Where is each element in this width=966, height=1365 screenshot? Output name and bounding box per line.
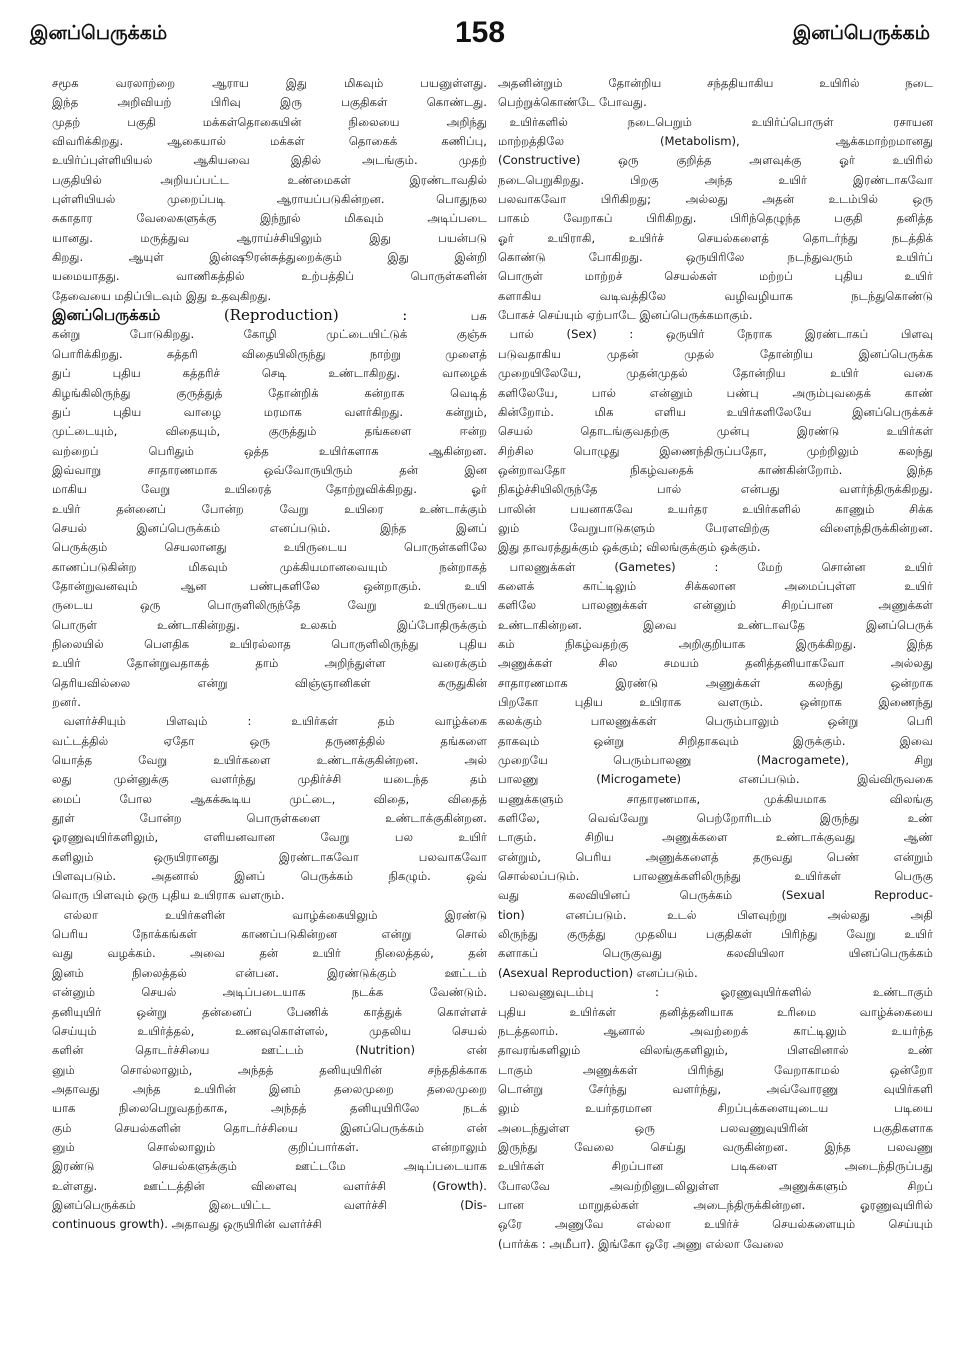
text-line: பெரிய நோக்கங்கள் காணப்படுகின்றன என்று சொல் bbox=[52, 927, 487, 942]
text-line: சமூக வரலாற்றை ஆராய இது மிகவும் பயனுள்ளது. bbox=[52, 76, 487, 90]
right-column bbox=[498, 74, 933, 1254]
text-line: னும் சொல்லாலும் குறிப்பார்கள். என்றாலும் bbox=[52, 1139, 487, 1154]
text-line: துப் புதிய வாழை மரமாக வளர்கிறது. கன்றும், bbox=[52, 404, 487, 419]
text-line: வொரு பிளவும் ஒரு புதிய உயிராக வளரும். bbox=[52, 888, 285, 903]
text-line: கும் செயல்களின் தொடர்ச்சியை இனப்பெருக்கம் என் bbox=[52, 1120, 487, 1135]
text-line: கின்றோம். மிக எளிய உயிர்களிலேயே இனப்பெருக்கச் bbox=[498, 404, 933, 419]
text-line: நடத்தலாம். ஆனால் அவற்றைக் காட்டிலும் உயர்ந்த bbox=[498, 1023, 933, 1038]
text-line: முதற் பகுதி மக்கள்தொகையின் நிலையை அறிந்து bbox=[52, 114, 487, 129]
text-line: மாற்றத்திலே (Metabolism), ஆக்கமாற்றமானது bbox=[498, 134, 933, 149]
text-line: (Constructive) ஒரு குறித்த அளவுக்கு ஓர் உயிரில் bbox=[498, 153, 933, 168]
text-line: டாகும் அணுக்கள் பிரிந்து வேறாகாமல் ஒன்றோ bbox=[498, 1062, 933, 1077]
text-line: கிழங்கிலிருந்து குருத்துத் தோன்றிக் கன்றாக வெடித் bbox=[52, 385, 487, 400]
text-line: என்றும், பெரிய அணுக்களைத் தருவது பெண் என்றும் bbox=[498, 849, 933, 864]
text-line: தாகவும் ஒன்று சிறிதாகவும் இருக்கும். இவை bbox=[498, 733, 933, 748]
text-line: சுகாதார வேலைகளுக்கு இந்நூல் மிகவும் அடிப்படை bbox=[52, 211, 487, 226]
text-line: எல்லா உயிர்களின் வாழ்க்கையிலும் இரண்டு bbox=[52, 907, 487, 922]
text-line: ஓர் உயிராகி, உயிர்ச் செயல்களைத் தொடர்ந்து நடத்திக் bbox=[498, 230, 933, 245]
text-line: புதிய உயிர்கள் தனித்தனியாக உரிமை வாழ்க்கையை bbox=[498, 1004, 933, 1019]
text-line: உயிர்களில் நடைபெறும் உயிர்ப்பொருள் ரசாயன bbox=[498, 114, 933, 129]
text-line: பாலணு (Microgamete) எனப்படும். இவ்விருவகை bbox=[498, 772, 933, 787]
text-line: பிறகோ புதிய உயிராக வளரும். ஒன்றாக இணைந்து bbox=[498, 695, 933, 709]
text-line: உயிர் தன்னைப் போன்ற வேறு உயிரை உண்டாக்கும் bbox=[52, 501, 487, 516]
text-line: உண்டாகின்றன. இவை உண்டாவதே இனப்பெருக் bbox=[498, 617, 933, 632]
text-line: களாகிய வடிவத்திலே வழிவழியாக நடந்துகொண்டு bbox=[498, 288, 933, 303]
running-title-left: இனப்பெருக்கம் bbox=[30, 22, 168, 44]
page-header bbox=[30, 16, 930, 58]
text-line: உயிர்ப்புள்ளியியல் ஆகியவை இதில் அடங்கும். முதற் bbox=[52, 153, 487, 168]
text-line: றனர். bbox=[52, 695, 81, 709]
text-line: யமையாதது. வாணிகத்தில் உற்பத்திப் பொருள்களின் bbox=[52, 269, 487, 284]
text-line: களிலே பாலணுக்கள் என்னும் சிறப்பான அணுக்கள் bbox=[498, 598, 933, 613]
text-line: களிலும் ஒருயிரானது இரண்டாகவோ பலவாகவோ bbox=[52, 849, 487, 864]
text-line: சாதாரணமாக இரண்டு அணுக்கள் கலந்து ஒன்றாக bbox=[498, 675, 933, 690]
text-line: இனப்பெருக்கம் இடையிட்ட வளர்ச்சி (Dis- bbox=[52, 1197, 487, 1212]
text-line: தாவரங்களிலும் விலங்குகளிலும், பிளவினால் உண் bbox=[498, 1043, 933, 1058]
text-line: கன்று போடுகிறது. கோழி முட்டையிட்டுக் குஞ்சு bbox=[52, 327, 487, 342]
text-line: இவ்வாறு சாதாரணமாக ஒவ்வோருயிரும் தன் இன bbox=[52, 462, 487, 477]
text-line: பான மாறுதல்கள் அடைந்திருக்கின்றன. ஓரணுவுயிரில் bbox=[498, 1197, 933, 1212]
text-line: அதனின்றும் தோன்றிய சந்ததியாகிய உயிரில் நடை bbox=[498, 76, 933, 90]
text-line: தெரியவில்லை என்று விஞ்ஞானிகள் கருதுகின் bbox=[52, 675, 487, 690]
text-line: துப் புதிய கத்தரிச் செடி உண்டாகிறது. வாழைக் bbox=[52, 366, 487, 381]
entry-gloss: (Reproduction) : bbox=[160, 306, 471, 325]
left-column bbox=[52, 74, 487, 1235]
text-line: லும் உயர்தரமான சிறப்புக்களையுடைய படியை bbox=[498, 1101, 933, 1116]
page-number: 158 bbox=[454, 16, 506, 49]
text-line: பெற்றுக்கொண்டே போவது. bbox=[498, 95, 647, 110]
text-line: வது கலவியினப் பெருக்கம் (Sexual Reproduc- bbox=[498, 888, 933, 903]
text-line: செயல் இனப்பெருக்கம் எனப்படும். இந்த இனப் bbox=[52, 520, 487, 535]
text-line: உள்ளது. ஊட்டத்தின் விளைவு வளர்ச்சி (Growth). bbox=[52, 1178, 487, 1193]
text-line: முறையே பெரும்பாலணு (Macrogamete), சிறு bbox=[498, 753, 933, 768]
text-line: னும் சொல்லாலும், அந்தத் தனியுயிரின் சந்ததிக்காக bbox=[52, 1062, 487, 1077]
text-line: வட்டத்தில் ஏதோ ஒரு தருணத்தில் தங்களை bbox=[52, 733, 487, 748]
text-line: என்னும் செயல் அடிப்படையாக நடக்க வேண்டும். bbox=[52, 985, 487, 1000]
text-line: தோன்றுவனவும் ஆன பண்புகளிலே ஒன்றாகும். உயி bbox=[52, 578, 487, 593]
text-line: லும் வேறுபாடுகளும் பேரளவிற்கு விளைந்திருக்கின்றன. bbox=[498, 520, 933, 535]
text-line: களின் தொடர்ச்சியை ஊட்டம் (Nutrition) என் bbox=[52, 1043, 487, 1058]
text-line: பொருள் உண்டாகின்றது. உலகம் இப்போதிருக்கும் bbox=[52, 617, 487, 632]
text-line: சொல்லப்படும். பாலணுக்களிலிருந்து உயிர்கள் பெருகு bbox=[498, 869, 933, 884]
text-line: டொன்று சேர்ந்து வளர்ந்து, அவ்வோரணு வுயிர்களி bbox=[498, 1081, 933, 1096]
text-line: கலக்கும் பாலணுக்கள் பெரும்பாலும் ஒன்று பெரி bbox=[498, 714, 933, 729]
text-line: தேவையை மதிப்பிடவும் இது உதவுகிறது. bbox=[52, 288, 272, 303]
text-line: பிளவுபடும். அதனால் இனப் பெருக்கம் நிகழும். ஒவ் bbox=[52, 869, 487, 884]
text-line: அதாவது அந்த உயிரின் இனம் தலைமுறை தலைமுறை bbox=[52, 1081, 487, 1096]
text-line: உயிர் தோன்றுவதாகத் தாம் அறிந்துள்ள வரைக்கும் bbox=[52, 656, 487, 671]
text-line: tion) எனப்படும். உடல் பிளவுற்று அல்லது அதி bbox=[498, 907, 933, 922]
text-line: பாகம் வேறாகப் பிரிகிறது. பிரிந்தெழுந்த பகுதி தனித்த bbox=[498, 211, 933, 226]
text-line: யானது. மருத்துவ ஆராய்ச்சியிலும் இது பயன்படு bbox=[52, 230, 487, 245]
text-line: தூள் போன்ற பொருள்களை உண்டாக்குகின்றன. bbox=[52, 811, 487, 826]
text-line: களாகப் பெருகுவது கலவியிலா யினப்பெருக்கம் bbox=[498, 946, 933, 961]
text-line: அணுக்கள் சில சமயம் தனித்தனியாகவோ அல்லது bbox=[498, 656, 933, 671]
text-line: (Asexual Reproduction) எனப்படும். bbox=[498, 965, 698, 980]
text-line: நடைபெறுகிறது. பிறகு அந்த உயிர் இரண்டாகவோ bbox=[498, 172, 933, 187]
text-line: மைப் போல ஆகக்கூடிய முட்டை, விதை, விதைத் bbox=[52, 791, 487, 806]
text-line: இனம் நிலைத்தல் என்பன. இரண்டுக்கும் ஊட்டம் bbox=[52, 965, 487, 980]
text-line: பெருக்கும் செயலானது உயிருடைய பொருள்களிலே bbox=[52, 540, 487, 555]
text-line: ஓரணுவுயிர்களிலும், எளியனவான வேறு பல உயிர் bbox=[52, 830, 487, 845]
text-line: இந்த அறிவியற் பிரிவு இரு பகுதிகள் கொண்டது. bbox=[52, 95, 487, 110]
text-line: படுவதாகிய முதன் முதல் தோன்றிய இனப்பெருக்க bbox=[498, 346, 933, 361]
text-line: செயல் தொடங்குவதற்கு முன்பு இரண்டு உயிர்கள் bbox=[498, 424, 933, 439]
text-line: பாலணுக்கள் (Gametes) : மேற் சொன்ன உயிர் bbox=[498, 559, 933, 574]
text-line: லது முன்னுக்கு வளர்ந்து முதிர்ச்சி யடைந்த தம் bbox=[52, 772, 487, 787]
entry-text: பசு bbox=[470, 309, 487, 324]
text-line: முட்டையும், விதையும், குருத்தும் தங்களை ஈன்ற bbox=[52, 424, 487, 439]
entry-heading-line bbox=[52, 306, 487, 325]
text-line: தனியுயிர் ஒன்று தன்னைப் பேணிக் காத்துக் கொள்ளச் bbox=[52, 1004, 487, 1019]
text-line: டாகும். சிறிய அணுக்களை உண்டாக்குவது ஆண் bbox=[498, 830, 933, 845]
text-line: பொருள் மாற்றச் செயல்கள் மற்றப் புதிய உயிர் bbox=[498, 269, 933, 284]
text-line: வது வழக்கம். அவை தன் உயிர் நிலைத்தல், தன் bbox=[52, 946, 487, 961]
text-line: ஒன்றாவதோ நிகழ்வதைக் காண்கின்றோம். இந்த bbox=[498, 462, 933, 477]
text-line: இரண்டு செயல்களுக்கும் ஊட்டமே அடிப்படையாக bbox=[52, 1159, 487, 1174]
text-line: ஒரே அணுவே எல்லா உயிர்ச் செயல்களையும் செய்யும் bbox=[498, 1217, 933, 1232]
text-line: புள்ளியியல் முறைப்படி ஆராயப்படுகின்றன. பொதுநல bbox=[52, 192, 487, 207]
text-line: அடைந்துள்ள ஒரு பலவணுவுயிரின் பகுதிகளாக bbox=[498, 1120, 933, 1135]
text-line: போலவே அவற்றினுடலிலுள்ள அணுக்களும் சிறப் bbox=[498, 1178, 933, 1193]
text-line: விவரிக்கிறது. ஆகையால் மக்கள் தொகைக் கணிப்பு, bbox=[52, 134, 487, 149]
text-line: பால் (Sex) : ஒருயிர் நேராக இரண்டாகப் பிளவு bbox=[498, 327, 933, 342]
text-line: நிகழ்ச்சியிலிருந்தே பால் என்பது வளர்ந்திருக்கிறது. bbox=[498, 482, 933, 497]
text-line: உயிர்கள் சிறப்பான படிகளை அடைந்திருப்பது bbox=[498, 1159, 933, 1174]
entry-headword: இனப்பெருக்கம் bbox=[52, 306, 161, 325]
text-line: (பார்க்க : அமீபா). இங்கோ ஒரே அணு எல்லா வேலை bbox=[498, 1236, 784, 1251]
text-line: களைக் காட்டிலும் சிக்கலான அமைப்புள்ள உயிர் bbox=[498, 578, 933, 593]
text-line: களிலேயே, பால் என்னும் பண்பு அரும்புவதைக் காண் bbox=[498, 385, 933, 400]
text-line: யொத்த வேறு உயிர்களை உண்டாக்குகின்றன. அல் bbox=[52, 753, 487, 768]
text-line: continuous growth). அதாவது ஒருயிரின் வளர்ச்சி bbox=[52, 1217, 322, 1232]
text-line: முறையிலேயே, முதன்முதல் தோன்றிய உயிர் வகை bbox=[498, 366, 933, 381]
text-line: காணப்படுகின்ற மிகவும் முக்கியமானவையும் நன்றாகத் bbox=[52, 559, 487, 574]
text-line: களிலே, வெவ்வேறு பெற்றோரிடம் இருந்து உண் bbox=[498, 811, 933, 826]
text-line: பொரிக்கிறது. கத்தரி விதையிலிருந்து நாற்று முளைத் bbox=[52, 346, 487, 361]
text-line: சிற்சில பொழுது இணைந்திருப்பதோ, முற்றிலும் கலந்து bbox=[498, 443, 933, 458]
text-line: இருந்து வேலை செய்து வருகின்றன. இந்த பலவணு bbox=[498, 1139, 933, 1154]
text-line: கம் நிகழ்வதற்கு அறிகுறியாக இருக்கிறது. இந்த bbox=[498, 636, 933, 651]
text-line: கொண்டு போகிறது. ஒருயிரிலே நடந்துவரும் உயிர்ப் bbox=[498, 250, 933, 265]
text-line: லிருந்து குருத்து முதலிய பகுதிகள் பிரிந்து வேறு உயிர் bbox=[498, 927, 933, 942]
text-line: கிறது. ஆயுள் இன்ஷூரன்சுத்துறைக்கும் இது இன்றி bbox=[52, 250, 487, 265]
text-line: யாக நிலைபெறுவதற்காக, அந்தத் தனியுயிரிலே நடக் bbox=[52, 1101, 487, 1116]
text-line: பலவாகவோ பிரிகிறது; அல்லது அதன் உடம்பில் ஒரு bbox=[498, 192, 933, 207]
text-line: யணுக்களும் சாதாரணமாக, முக்கியமாக விலங்கு bbox=[498, 791, 933, 806]
running-title-right: இனப்பெருக்கம் bbox=[792, 22, 930, 44]
text-line: நிலையில் பௌதிக உயிரல்லாத பொருளிலிருந்து புதிய bbox=[52, 636, 487, 651]
text-line: இது தாவரத்துக்கும் ஒக்கும்; விலங்குக்கும் ஒக்கும். bbox=[498, 540, 761, 555]
text-line: வளர்ச்சியும் பிளவும் : உயிர்கள் தம் வாழ்க்கை bbox=[52, 714, 487, 729]
text-line: ருடைய ஒரு பொருளிலிருந்தே வேறு உயிருடைய bbox=[52, 598, 487, 613]
text-line: பாலின் பயனாகவே உயர்தர உயிர்களில் காணும் சிக்க bbox=[498, 501, 933, 516]
text-line: பகுதியில் அறியப்பட்ட உண்மைகள் இரண்டாவதில் bbox=[52, 172, 487, 187]
text-line: மாகிய வேறு உயிரைத் தோற்றுவிக்கிறது. ஓர் bbox=[52, 482, 487, 497]
text-line: செய்யும் உயிர்த்தல், உணவுகொள்ளல், முதலிய செயல் bbox=[52, 1023, 487, 1038]
text-line: வற்றைப் பெரிதும் ஒத்த உயிர்களாக ஆகின்றன. bbox=[52, 443, 487, 458]
text-line: போகச் செய்யும் ஏற்பாடே இனப்பெருக்கமாகும். bbox=[498, 308, 753, 323]
text-line: பலவணுவுடம்பு : ஓரணுவுயிர்களில் உண்டாகும் bbox=[498, 985, 933, 1000]
